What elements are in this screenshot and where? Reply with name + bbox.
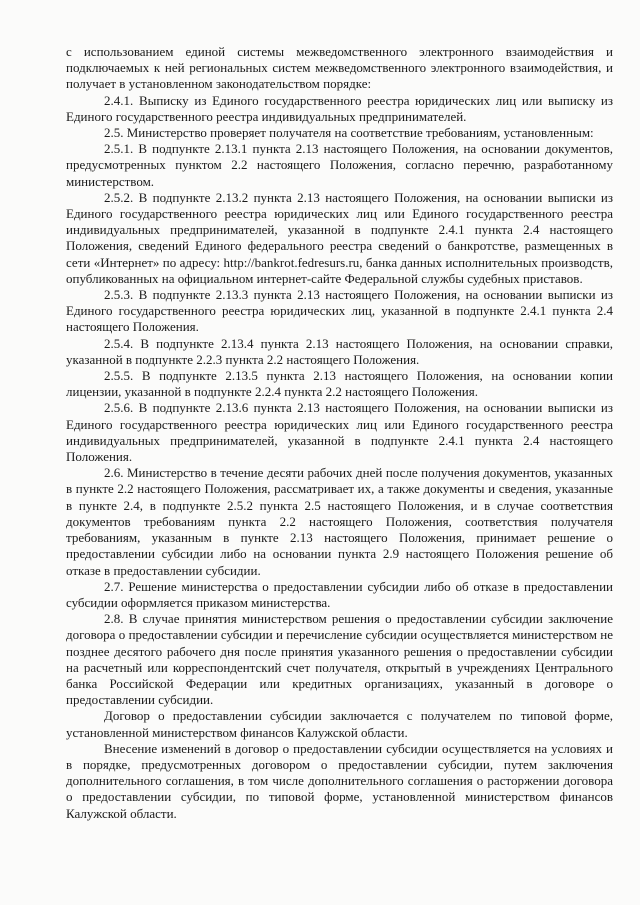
paragraph-2-5-5: 2.5.5. В подпункте 2.13.5 пункта 2.13 настоящего Положения, на основании копии лицензии, указанной в подпункте 2.2.4 пункта 2.2 настоящего Положения.	[66, 368, 613, 400]
paragraph-2-5-3: 2.5.3. В подпункте 2.13.3 пункта 2.13 настоящего Положения, на основании выписки из Единого государственного реестра юридических лиц, указанной в подпункте 2.4.1 пункта 2.4 настоящего Положения.	[66, 287, 613, 335]
paragraph-contract: Договор о предоставлении субсидии заключается с получателем по типовой форме, установленной министерством финансов Калужской области.	[66, 708, 613, 740]
paragraph-2-5-2: 2.5.2. В подпункте 2.13.2 пункта 2.13 настоящего Положения, на основании выписки из Единого государственного реестра юридических лиц или Единого государственного реестра индивидуальных предпринимателей, указанной в подпункте 2.4.1 пункта 2.4 настоящего Положения, сведений Единого федерального реестра сведений о банкротстве, размещенных в сети «Интернет» по адресу: http://bankrot.fedresurs.ru, банка данных исполнительных производств, опубликованных на официальном интернет-сайте Федеральной службы судебных приставов.	[66, 189, 613, 286]
paragraph-2-5-6: 2.5.6. В подпункте 2.13.6 пункта 2.13 настоящего Положения, на основании выписки из Единого государственного реестра юридических лиц или Единого государственного реестра индивидуальных предпринимателей, указанной в подпункте 2.4.1 пункта 2.4 настоящего Положения.	[66, 400, 613, 465]
paragraph-2-5-1: 2.5.1. В подпункте 2.13.1 пункта 2.13 настоящего Положения, на основании документов, предусмотренных пунктом 2.2 настоящего Положения, согласно перечню, разработанному министерством.	[66, 141, 613, 189]
paragraph-2-6: 2.6. Министерство в течение десяти рабочих дней после получения документов, указанных в пункте 2.2 настоящего Положения, рассматривает их, а также документы и сведения, указанные в пункте 2.4, в подпункте 2.5.2 пункта 2.5 настоящего Положения, и в случае соответствия документов требованиям пункта 2.2 настоящего Положения, соответствия получателя требованиям, указанным в пункте 2.13 настоящего Положения, принимает решение о предоставлении субсидии либо на основании пункта 2.9 настоящего Положения решение об отказе в предоставлении субсидии.	[66, 465, 613, 578]
paragraph-2-5-4: 2.5.4. В подпункте 2.13.4 пункта 2.13 настоящего Положения, на основании справки, указанной в подпункте 2.2.3 пункта 2.2 настоящего Положения.	[66, 335, 613, 367]
paragraph-2-4-1: 2.4.1. Выписку из Единого государственного реестра юридических лиц или выписку из Единого государственного реестра индивидуальных предпринимателей.	[66, 92, 613, 124]
paragraph-amendments: Внесение изменений в договор о предоставлении субсидии осуществляется на условиях и в порядке, предусмотренных договором о предоставлении субсидии, путем заключения дополнительного соглашения, в том числе дополнительного соглашения о расторжении договора о предоставлении субсидии, по типовой форме, установленной министерством финансов Калужской области.	[66, 740, 613, 821]
paragraph-2-8: 2.8. В случае принятия министерством решения о предоставлении субсидии заключение договора о предоставлении субсидии и перечисление субсидии осуществляется министерством не позднее десятого рабочего дня после принятия указанного решения о предоставлении субсидии на расчетный или корреспондентский счет получателя, открытый в учреждениях Центрального банка Российской Федерации или кредитных организациях, указанный в договоре о предоставлении субсидии.	[66, 611, 613, 708]
paragraph-2-5: 2.5. Министерство проверяет получателя на соответствие требованиям, установленным:	[104, 125, 594, 141]
paragraph-2-7: 2.7. Решение министерства о предоставлении субсидии либо об отказе в предоставлении субсидии оформляется приказом министерства.	[66, 578, 613, 610]
paragraph-continuation: с использованием единой системы межведомственного электронного взаимодействия и подключаемых к ней региональных систем межведомственного электронного взаимодействия, и получает в установленном законодательством порядке:	[66, 44, 613, 92]
document-page	[66, 44, 613, 822]
